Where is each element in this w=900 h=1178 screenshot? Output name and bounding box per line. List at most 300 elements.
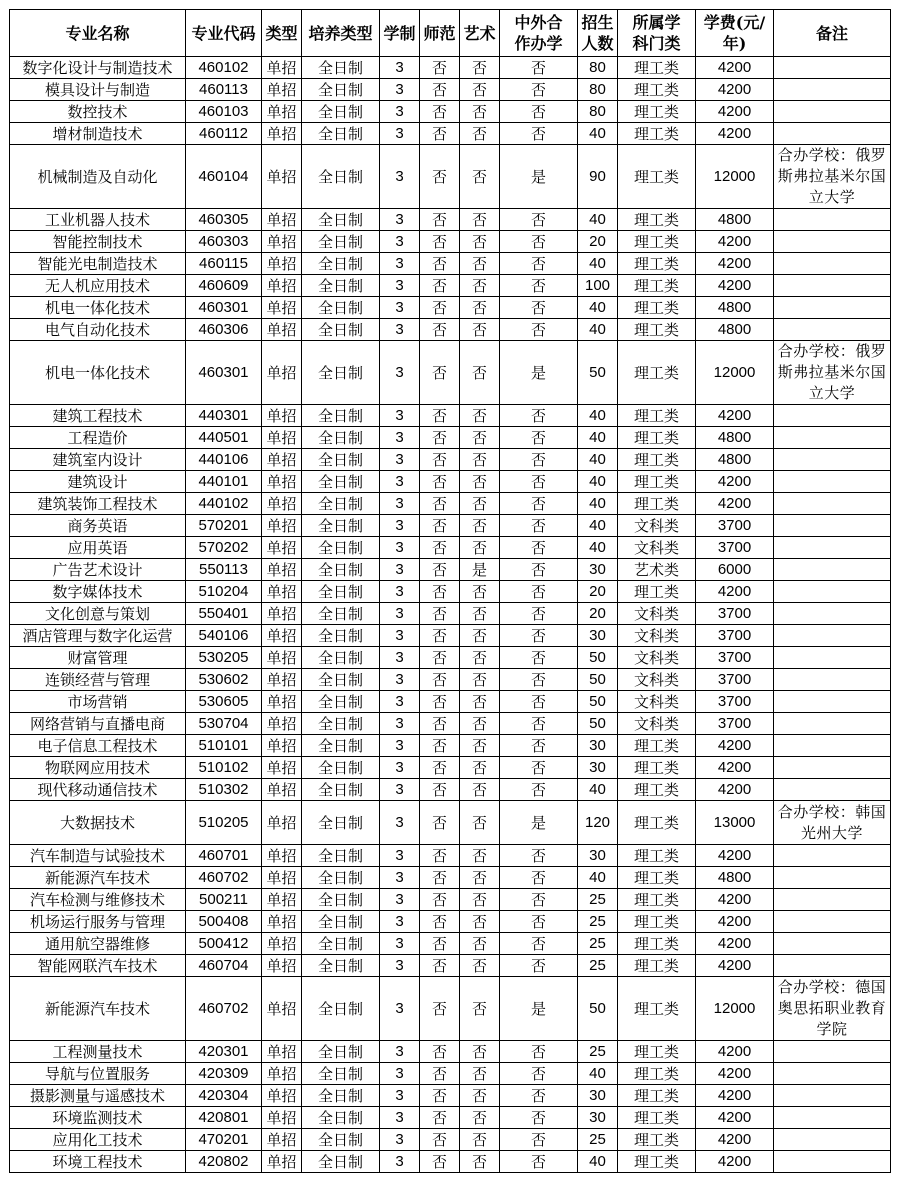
cell-name: 商务英语 [10,515,186,537]
cell-teacher: 否 [420,1063,460,1085]
cell-category: 理工类 [618,845,696,867]
header-fee-line2: 年) [722,34,747,53]
cell-teacher: 否 [420,867,460,889]
table-row [10,647,891,669]
cell-fee: 4200 [696,911,774,933]
cell-code: 460303 [186,231,262,253]
cell-quota: 80 [578,57,618,79]
cell-teacher: 否 [420,449,460,471]
cell-teacher: 否 [420,757,460,779]
cell-teacher: 否 [420,559,460,581]
cell-coop: 否 [500,471,578,493]
header-type: 类型 [262,10,302,57]
cell-name: 建筑工程技术 [10,405,186,427]
cell-code: 510302 [186,779,262,801]
cell-years: 3 [380,427,420,449]
table-row [10,405,891,427]
cell-category: 理工类 [618,1151,696,1173]
cell-note [774,101,891,123]
cell-note [774,297,891,319]
cell-quota: 40 [578,123,618,145]
cell-coop: 是 [500,977,578,1041]
cell-mode: 全日制 [302,757,380,779]
cell-teacher: 否 [420,933,460,955]
cell-name: 物联网应用技术 [10,757,186,779]
cell-note [774,209,891,231]
cell-quota: 90 [578,145,618,209]
header-years: 学制 [380,10,420,57]
cell-fee: 4800 [696,449,774,471]
cell-mode: 全日制 [302,845,380,867]
table-header [10,10,891,57]
cell-name: 智能光电制造技术 [10,253,186,275]
cell-fee: 12000 [696,977,774,1041]
cell-category: 理工类 [618,123,696,145]
header-quota-line2: 人数 [581,34,614,53]
header-art: 艺术 [460,10,500,57]
cell-code: 420309 [186,1063,262,1085]
cell-name: 文化创意与策划 [10,603,186,625]
cell-note [774,427,891,449]
cell-coop: 否 [500,57,578,79]
table-row [10,537,891,559]
header-row [10,10,891,57]
cell-coop: 否 [500,779,578,801]
cell-category: 文科类 [618,625,696,647]
header-quota [578,10,618,57]
cell-years: 3 [380,79,420,101]
cell-category: 理工类 [618,1085,696,1107]
cell-art: 否 [460,231,500,253]
cell-fee: 3700 [696,669,774,691]
table-row [10,471,891,493]
cell-category: 理工类 [618,57,696,79]
cell-name: 汽车制造与试验技术 [10,845,186,867]
cell-note [774,867,891,889]
cell-teacher: 否 [420,1041,460,1063]
table-row [10,57,891,79]
cell-note [774,537,891,559]
cell-type: 单招 [262,1041,302,1063]
header-coop-line1: 中外合 [514,13,563,32]
cell-category: 理工类 [618,867,696,889]
cell-teacher: 否 [420,405,460,427]
cell-quota: 40 [578,493,618,515]
cell-art: 否 [460,889,500,911]
cell-art: 否 [460,779,500,801]
cell-category: 文科类 [618,691,696,713]
cell-years: 3 [380,779,420,801]
cell-name: 数字化设计与制造技术 [10,57,186,79]
cell-type: 单招 [262,779,302,801]
cell-name: 机械制造及自动化 [10,145,186,209]
table-row [10,581,891,603]
cell-years: 3 [380,253,420,275]
cell-quota: 40 [578,405,618,427]
cell-fee: 3700 [696,603,774,625]
cell-coop: 否 [500,911,578,933]
cell-note [774,691,891,713]
cell-art: 否 [460,275,500,297]
cell-note: 合办学校：俄罗斯弗拉基米尔国立大学 [774,341,891,405]
header-code: 专业代码 [186,10,262,57]
cell-coop: 否 [500,889,578,911]
cell-category: 理工类 [618,581,696,603]
cell-name: 酒店管理与数字化运营 [10,625,186,647]
table-row [10,319,891,341]
table-row [10,713,891,735]
cell-teacher: 否 [420,297,460,319]
table-row [10,559,891,581]
cell-coop: 否 [500,845,578,867]
cell-type: 单招 [262,933,302,955]
cell-type: 单招 [262,209,302,231]
cell-note [774,955,891,977]
cell-type: 单招 [262,955,302,977]
cell-coop: 是 [500,801,578,845]
cell-note [774,449,891,471]
cell-coop: 否 [500,515,578,537]
cell-coop: 否 [500,955,578,977]
cell-name: 模具设计与制造 [10,79,186,101]
cell-years: 3 [380,297,420,319]
cell-mode: 全日制 [302,471,380,493]
cell-quota: 50 [578,691,618,713]
cell-name: 无人机应用技术 [10,275,186,297]
cell-quota: 40 [578,867,618,889]
cell-years: 3 [380,691,420,713]
cell-teacher: 否 [420,845,460,867]
cell-code: 460702 [186,867,262,889]
cell-teacher: 否 [420,515,460,537]
cell-fee: 4200 [696,1151,774,1173]
cell-art: 否 [460,713,500,735]
cell-quota: 80 [578,79,618,101]
table-row [10,297,891,319]
cell-years: 3 [380,231,420,253]
cell-mode: 全日制 [302,713,380,735]
cell-code: 510101 [186,735,262,757]
cell-category: 理工类 [618,145,696,209]
cell-fee: 4800 [696,319,774,341]
cell-mode: 全日制 [302,319,380,341]
table-row [10,779,891,801]
cell-quota: 80 [578,101,618,123]
cell-years: 3 [380,1129,420,1151]
cell-mode: 全日制 [302,735,380,757]
cell-art: 否 [460,537,500,559]
cell-mode: 全日制 [302,253,380,275]
table-row [10,1085,891,1107]
cell-type: 单招 [262,57,302,79]
cell-fee: 4200 [696,735,774,757]
cell-art: 否 [460,933,500,955]
cell-code: 570201 [186,515,262,537]
cell-fee: 4200 [696,405,774,427]
table-body [10,57,891,1173]
cell-category: 理工类 [618,471,696,493]
cell-teacher: 否 [420,231,460,253]
cell-quota: 40 [578,253,618,275]
cell-teacher: 否 [420,581,460,603]
cell-years: 3 [380,123,420,145]
cell-quota: 50 [578,647,618,669]
cell-code: 460301 [186,341,262,405]
cell-teacher: 否 [420,1085,460,1107]
cell-category: 文科类 [618,603,696,625]
cell-mode: 全日制 [302,537,380,559]
cell-note [774,493,891,515]
cell-quota: 50 [578,977,618,1041]
cell-code: 460102 [186,57,262,79]
cell-name: 工程造价 [10,427,186,449]
cell-category: 理工类 [618,231,696,253]
cell-type: 单招 [262,911,302,933]
cell-teacher: 否 [420,57,460,79]
cell-coop: 否 [500,405,578,427]
table-row [10,79,891,101]
cell-mode: 全日制 [302,955,380,977]
cell-mode: 全日制 [302,1151,380,1173]
cell-art: 否 [460,123,500,145]
cell-name: 电气自动化技术 [10,319,186,341]
cell-name: 工业机器人技术 [10,209,186,231]
cell-quota: 50 [578,713,618,735]
cell-fee: 4200 [696,933,774,955]
cell-teacher: 否 [420,209,460,231]
cell-art: 否 [460,1063,500,1085]
cell-fee: 4200 [696,231,774,253]
cell-art: 否 [460,341,500,405]
cell-quota: 40 [578,449,618,471]
cell-mode: 全日制 [302,889,380,911]
cell-art: 否 [460,625,500,647]
cell-category: 文科类 [618,647,696,669]
cell-fee: 3700 [696,625,774,647]
cell-category: 艺术类 [618,559,696,581]
cell-quota: 40 [578,779,618,801]
cell-note [774,779,891,801]
cell-quota: 25 [578,1041,618,1063]
cell-note [774,253,891,275]
cell-coop: 否 [500,669,578,691]
cell-years: 3 [380,1107,420,1129]
cell-note [774,911,891,933]
cell-code: 420304 [186,1085,262,1107]
cell-years: 3 [380,911,420,933]
cell-art: 否 [460,801,500,845]
cell-coop: 否 [500,297,578,319]
cell-note [774,405,891,427]
cell-mode: 全日制 [302,603,380,625]
cell-type: 单招 [262,449,302,471]
table-row [10,1041,891,1063]
cell-quota: 30 [578,625,618,647]
cell-art: 否 [460,911,500,933]
cell-code: 440501 [186,427,262,449]
cell-fee: 4200 [696,757,774,779]
cell-years: 3 [380,867,420,889]
cell-art: 否 [460,603,500,625]
header-coop-line2: 作办学 [514,34,563,53]
cell-art: 否 [460,647,500,669]
cell-art: 否 [460,691,500,713]
cell-category: 理工类 [618,297,696,319]
cell-note [774,713,891,735]
cell-type: 单招 [262,537,302,559]
cell-code: 500412 [186,933,262,955]
cell-coop: 否 [500,231,578,253]
cell-note [774,845,891,867]
cell-coop: 否 [500,867,578,889]
cell-note: 合办学校：韩国光州大学 [774,801,891,845]
cell-type: 单招 [262,713,302,735]
cell-fee: 4200 [696,253,774,275]
cell-fee: 4200 [696,845,774,867]
cell-type: 单招 [262,801,302,845]
cell-type: 单招 [262,471,302,493]
cell-art: 否 [460,319,500,341]
cell-type: 单招 [262,559,302,581]
cell-mode: 全日制 [302,867,380,889]
table-row [10,845,891,867]
cell-name: 连锁经营与管理 [10,669,186,691]
cell-teacher: 否 [420,955,460,977]
cell-quota: 25 [578,955,618,977]
cell-coop: 否 [500,209,578,231]
cell-category: 理工类 [618,889,696,911]
cell-category: 理工类 [618,933,696,955]
cell-mode: 全日制 [302,515,380,537]
cell-name: 应用英语 [10,537,186,559]
table-row [10,101,891,123]
cell-coop: 否 [500,493,578,515]
header-name: 专业名称 [10,10,186,57]
cell-type: 单招 [262,603,302,625]
cell-mode: 全日制 [302,297,380,319]
cell-quota: 25 [578,889,618,911]
header-category-line2: 科门类 [632,34,681,53]
cell-years: 3 [380,537,420,559]
header-category [618,10,696,57]
cell-art: 否 [460,101,500,123]
cell-mode: 全日制 [302,341,380,405]
cell-art: 否 [460,1107,500,1129]
cell-fee: 6000 [696,559,774,581]
cell-note [774,669,891,691]
cell-teacher: 否 [420,735,460,757]
cell-years: 3 [380,647,420,669]
cell-coop: 否 [500,1107,578,1129]
cell-code: 460306 [186,319,262,341]
cell-art: 否 [460,405,500,427]
cell-note [774,735,891,757]
cell-fee: 4200 [696,581,774,603]
cell-name: 机场运行服务与管理 [10,911,186,933]
cell-type: 单招 [262,427,302,449]
cell-fee: 4800 [696,427,774,449]
cell-code: 460103 [186,101,262,123]
table-row [10,209,891,231]
cell-teacher: 否 [420,647,460,669]
cell-name: 网络营销与直播电商 [10,713,186,735]
cell-category: 理工类 [618,275,696,297]
cell-years: 3 [380,669,420,691]
cell-art: 否 [460,145,500,209]
cell-quota: 30 [578,1107,618,1129]
cell-code: 440102 [186,493,262,515]
cell-art: 否 [460,449,500,471]
cell-art: 否 [460,1041,500,1063]
cell-note [774,1041,891,1063]
cell-type: 单招 [262,1063,302,1085]
cell-note [774,647,891,669]
table-row [10,691,891,713]
cell-type: 单招 [262,341,302,405]
cell-fee: 4200 [696,101,774,123]
table-row [10,1151,891,1173]
cell-category: 理工类 [618,427,696,449]
cell-type: 单招 [262,319,302,341]
table-row [10,1063,891,1085]
cell-years: 3 [380,319,420,341]
cell-name: 汽车检测与维修技术 [10,889,186,911]
cell-art: 是 [460,559,500,581]
cell-art: 否 [460,845,500,867]
table-row [10,889,891,911]
cell-name: 建筑室内设计 [10,449,186,471]
cell-mode: 全日制 [302,1107,380,1129]
cell-art: 否 [460,297,500,319]
cell-fee: 4200 [696,79,774,101]
cell-type: 单招 [262,231,302,253]
cell-category: 理工类 [618,735,696,757]
cell-teacher: 否 [420,253,460,275]
cell-type: 单招 [262,1107,302,1129]
cell-fee: 3700 [696,647,774,669]
header-note: 备注 [774,10,891,57]
cell-type: 单招 [262,735,302,757]
cell-note [774,79,891,101]
cell-name: 财富管理 [10,647,186,669]
cell-note [774,275,891,297]
cell-category: 理工类 [618,1041,696,1063]
cell-mode: 全日制 [302,449,380,471]
table-row [10,275,891,297]
cell-name: 环境监测技术 [10,1107,186,1129]
cell-art: 否 [460,757,500,779]
table-row [10,1107,891,1129]
cell-teacher: 否 [420,911,460,933]
cell-mode: 全日制 [302,123,380,145]
cell-coop: 否 [500,1063,578,1085]
cell-name: 建筑设计 [10,471,186,493]
table-row [10,231,891,253]
table-row [10,449,891,471]
admissions-table [9,9,891,1173]
cell-name: 新能源汽车技术 [10,977,186,1041]
cell-code: 540106 [186,625,262,647]
cell-quota: 40 [578,1063,618,1085]
cell-category: 理工类 [618,341,696,405]
cell-mode: 全日制 [302,405,380,427]
cell-type: 单招 [262,515,302,537]
cell-note [774,603,891,625]
cell-quota: 20 [578,231,618,253]
cell-years: 3 [380,101,420,123]
cell-fee: 4200 [696,955,774,977]
cell-years: 3 [380,757,420,779]
